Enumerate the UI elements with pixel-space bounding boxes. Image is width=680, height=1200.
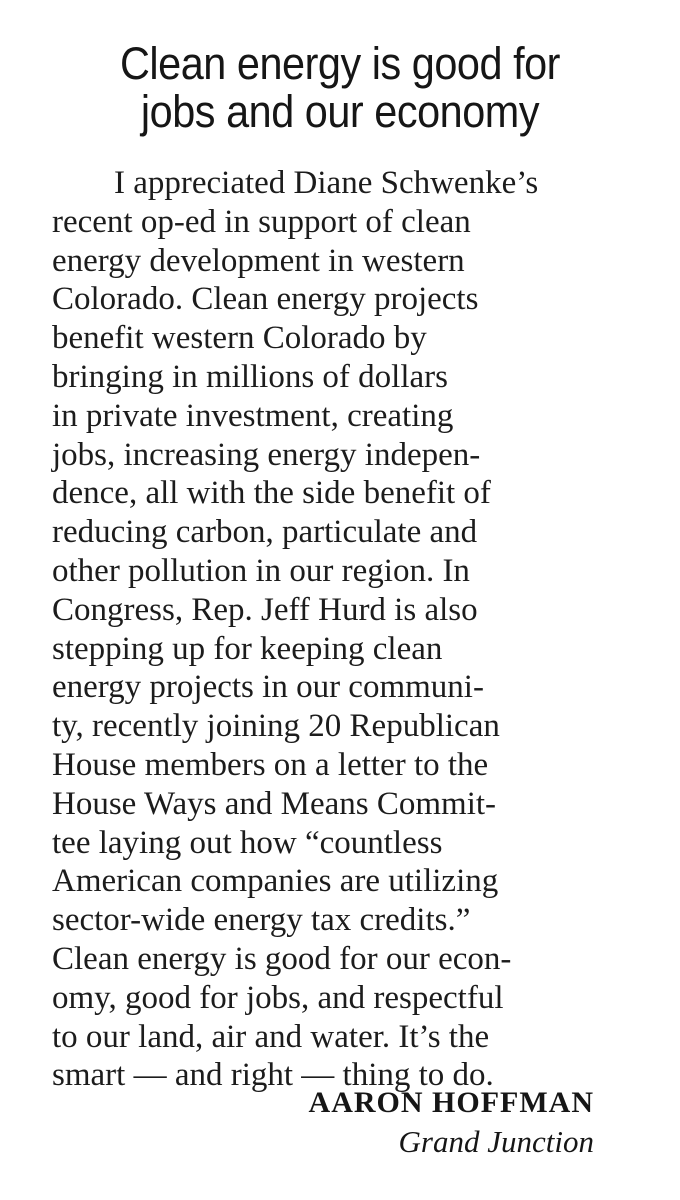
letter-headline xyxy=(64,40,616,136)
body-line: Colorado. Clean energy projects xyxy=(52,281,479,318)
body-line: energy projects in our communi- xyxy=(52,669,484,706)
body-line: Congress, Rep. Jeff Hurd is also xyxy=(52,591,478,628)
body-line: House Ways and Means Commit- xyxy=(52,785,497,822)
body-line: bringing in millions of dollars xyxy=(52,358,448,395)
author-name: AARON HOFFMAN xyxy=(308,1086,594,1119)
body-line: smart — and right — thing to do. xyxy=(52,1057,494,1094)
body-line: tee laying out how “countless xyxy=(52,824,443,861)
headline-line-2: jobs and our economy xyxy=(140,86,540,137)
body-line: in private investment, creating xyxy=(52,397,454,434)
body-line: to our land, air and water. It’s the xyxy=(52,1018,490,1055)
body-line: ty, recently joining 20 Republican xyxy=(52,708,500,745)
body-line: House members on a letter to the xyxy=(52,746,489,783)
body-line: dence, all with the side benefit of xyxy=(52,475,491,512)
body-line: stepping up for keeping clean xyxy=(52,630,443,667)
body-line: Clean energy is good for our econ- xyxy=(52,940,512,977)
body-line: American companies are utilizing xyxy=(52,863,499,900)
body-line: other pollution in our region. In xyxy=(52,552,470,589)
body-line: energy development in western xyxy=(52,242,465,279)
letter-body xyxy=(52,164,612,1095)
headline-line-1: Clean energy is good for xyxy=(119,38,561,89)
body-line: jobs, increasing energy indepen- xyxy=(52,436,481,473)
body-line: recent op-ed in support of clean xyxy=(52,203,471,240)
body-line: I appreciated Diane Schwenke’s xyxy=(114,165,539,201)
body-line: omy, good for jobs, and respectful xyxy=(52,979,504,1016)
author-location: Grand Junction xyxy=(398,1124,594,1159)
body-line: reducing carbon, particulate and xyxy=(52,514,478,551)
body-line: sector-wide energy tax credits.” xyxy=(52,902,471,939)
body-line: benefit western Colorado by xyxy=(52,320,427,357)
